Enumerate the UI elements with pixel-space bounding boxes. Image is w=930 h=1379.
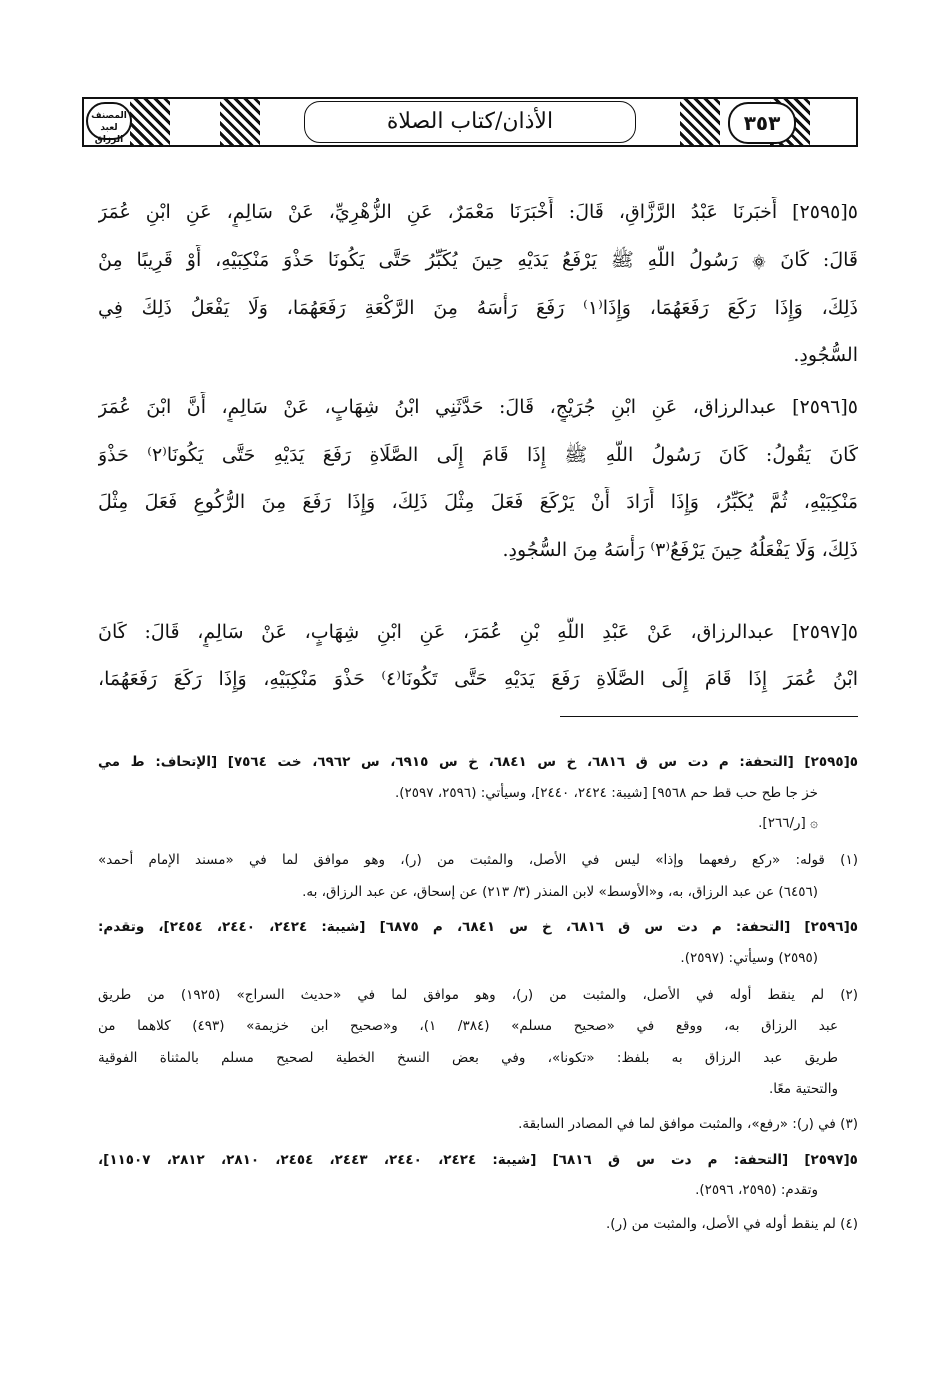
text-line: كَانَ يَقُولُ: كَانَ رَسُولُ اللَّهِ ﷺ إِذَا قَامَ إِلَى الصَّلَاةِ رَفَعَ يَدَيْهِ حَتَّى يَكُونَا⁽٢⁾ حَذْوَ bbox=[98, 444, 858, 466]
footnote-line: ٥[٢٥٩٥] [التحفة: م دت س ق ٦٨١٦، خ س ٦٨٤١، خ س ٦٩١٥، س ٦٩٦٢، خت ٧٥٦٤] [الإتحاف: ط مي bbox=[98, 754, 858, 770]
footnote-line: ۞ [ر/٢٦٦]. bbox=[758, 815, 818, 831]
text-line: قَالَ: كَانَ ۞ رَسُولُ اللَّهِ ﷺ يَرْفَعُ يَدَيْهِ حِينَ يُكَبِّرُ حَتَّى يَكُونَا حَذْوَ مَنْكِبَيْهِ، أَوْ قَرِيبًا مِنْ bbox=[98, 249, 858, 271]
text-line: ٥[٢٥٩٧] عبدالرزاق، عَنْ عَبْدِ اللَّهِ بْنِ عُمَرَ، عَنِ ابْنِ شِهَابٍ، عَنْ سَالِمٍ، قَالَ: كَانَ bbox=[98, 621, 858, 643]
footnote-line: (٢٥٩٥) وسيأتي: (٢٥٩٧). bbox=[680, 950, 818, 966]
footnote-line: (٤) لم ينقط أوله في الأصل، والمثبت من (ر). bbox=[606, 1216, 858, 1232]
ornament bbox=[680, 99, 720, 145]
footnote-line: خز جا طح حب قط حم ٩٥٦٨] [شيبة: ٢٤٢٤، ٢٤٤٠]، وسيأتي: (٢٥٩٦، ٢٥٩٧). bbox=[394, 785, 818, 801]
footnote-separator bbox=[560, 716, 858, 717]
text-line: ٥[٢٥٩٥] أَخبَرنَا عَبْدُ الرَّزَّاقِ، قَالَ: أَخْبَرَنَا مَعْمَرٌ، عَنِ الزُّهْرِيِّ، عَنْ سَالِمٍ، عَنِ ابْنِ عُمَرَ bbox=[98, 201, 858, 223]
ornament bbox=[130, 99, 170, 145]
footnote-line: وتقدم: (٢٥٩٥، ٢٥٩٦). bbox=[695, 1182, 818, 1198]
ornament bbox=[220, 99, 260, 145]
text-line: مَنْكِبَيْهِ، ثُمَّ يُكَبِّرُ، وَإِذَا أَرَادَ أَنْ يَرْكَعَ فَعَلَ مِثْلَ ذَلِكَ، وَإِذَا رَفَعَ مِنَ الرُّكُوعِ فَعَلَ مِثْلَ bbox=[98, 491, 858, 513]
footnote-line: (١) قوله: «ركع رفعهما وإذا» ليس في الأصل، والمثبت من (ر)، وهو موافق لما في «مسند الإمام أحمد» bbox=[98, 852, 858, 868]
footnote-line: والتحتية معًا. bbox=[769, 1081, 838, 1097]
footnote-line: ٥[٢٥٩٦] [التحفة: م دت س ق ٦٨١٦، خ س ٦٨٤١، م ٦٨٧٥] [شيبة: ٢٤٢٤، ٢٤٤٠، ٢٤٥٤]، وتقدم: bbox=[98, 919, 858, 935]
page-header bbox=[82, 97, 858, 147]
footnote-line: ٥[٢٥٩٧] [التحفة: م دت س ق ٦٨١٦] [شيبة: ٢٤٢٤، ٢٤٤٠، ٢٤٤٣، ٢٤٥٤، ٢٨١٠، ٢٨١٢، ١١٥٠٧]، bbox=[98, 1152, 858, 1168]
footnote-line: (٣) في (ر): «رفع»، والمثبت موافق لما في المصادر السابقة. bbox=[518, 1116, 858, 1132]
footnote-line: (٦٤٥٦) عن عبد الرزاق، به، و«الأوسط» لابن المنذر (٣/ ٢١٣) عن إسحاق، عن عبد الرزاق، به. bbox=[302, 884, 818, 900]
book-logo: المصنف لعبد الرزاق bbox=[86, 102, 132, 140]
footnote-line: (٢) لم ينقط أوله في الأصل، والمثبت من (ر)، وهو موافق لما في «حديث السراج» (١٩٢٥) من طريق bbox=[98, 987, 858, 1003]
footnote-line: عبد الرزاق به، ووقع في «صحيح مسلم» (٣٨٤/ ١)، و«صحيح ابن خزيمة» (٤٩٣) كلاهما من bbox=[98, 1018, 838, 1034]
text-line: ابْنُ عُمَرَ إِذَا قَامَ إِلَى الصَّلَاةِ رَفَعَ يَدَيْهِ حَتَّى تَكُونَا⁽٤⁾ حَذْوَ مَنْكِبَيْهِ، وَإِذَا رَكَعَ رَفَعَهُمَا، bbox=[98, 668, 858, 690]
text-line: ذَلِكَ، وَإِذَا رَكَعَ رَفَعَهُمَا، وَإِذَا⁽١⁾ رَفَعَ رَأْسَهُ مِنَ الرَّكْعَةِ رَفَعَهُمَا، وَلَا يَفْعَلُ ذَلِكَ فِي bbox=[98, 297, 858, 319]
footnote-line: طريق عبد الرزاق به بلفظ: «تكونا»، وفي بعض النسخ الخطية لصحيح مسلم بالمثناة الفوقية bbox=[98, 1050, 838, 1066]
text-line: ذَلِكَ، وَلَا يَفْعَلُهُ حِينَ يَرْفَعُ⁽٣⁾ رَأْسَهُ مِنَ السُّجُودِ. bbox=[502, 539, 858, 561]
page-number: ٣٥٣ bbox=[728, 102, 796, 144]
chapter-title: الأذان/كتاب الصلاة bbox=[304, 101, 636, 143]
text-line: السُّجُودِ. bbox=[793, 344, 858, 366]
text-line: ٥[٢٥٩٦] عبدالرزاق، عَنِ ابْنِ جُرَيْجٍ، قَالَ: حَدَّثَنِي ابْنُ شِهَابٍ، عَنْ سَالِمٍ، أَنَّ ابْنَ عُمَرَ bbox=[98, 396, 858, 418]
